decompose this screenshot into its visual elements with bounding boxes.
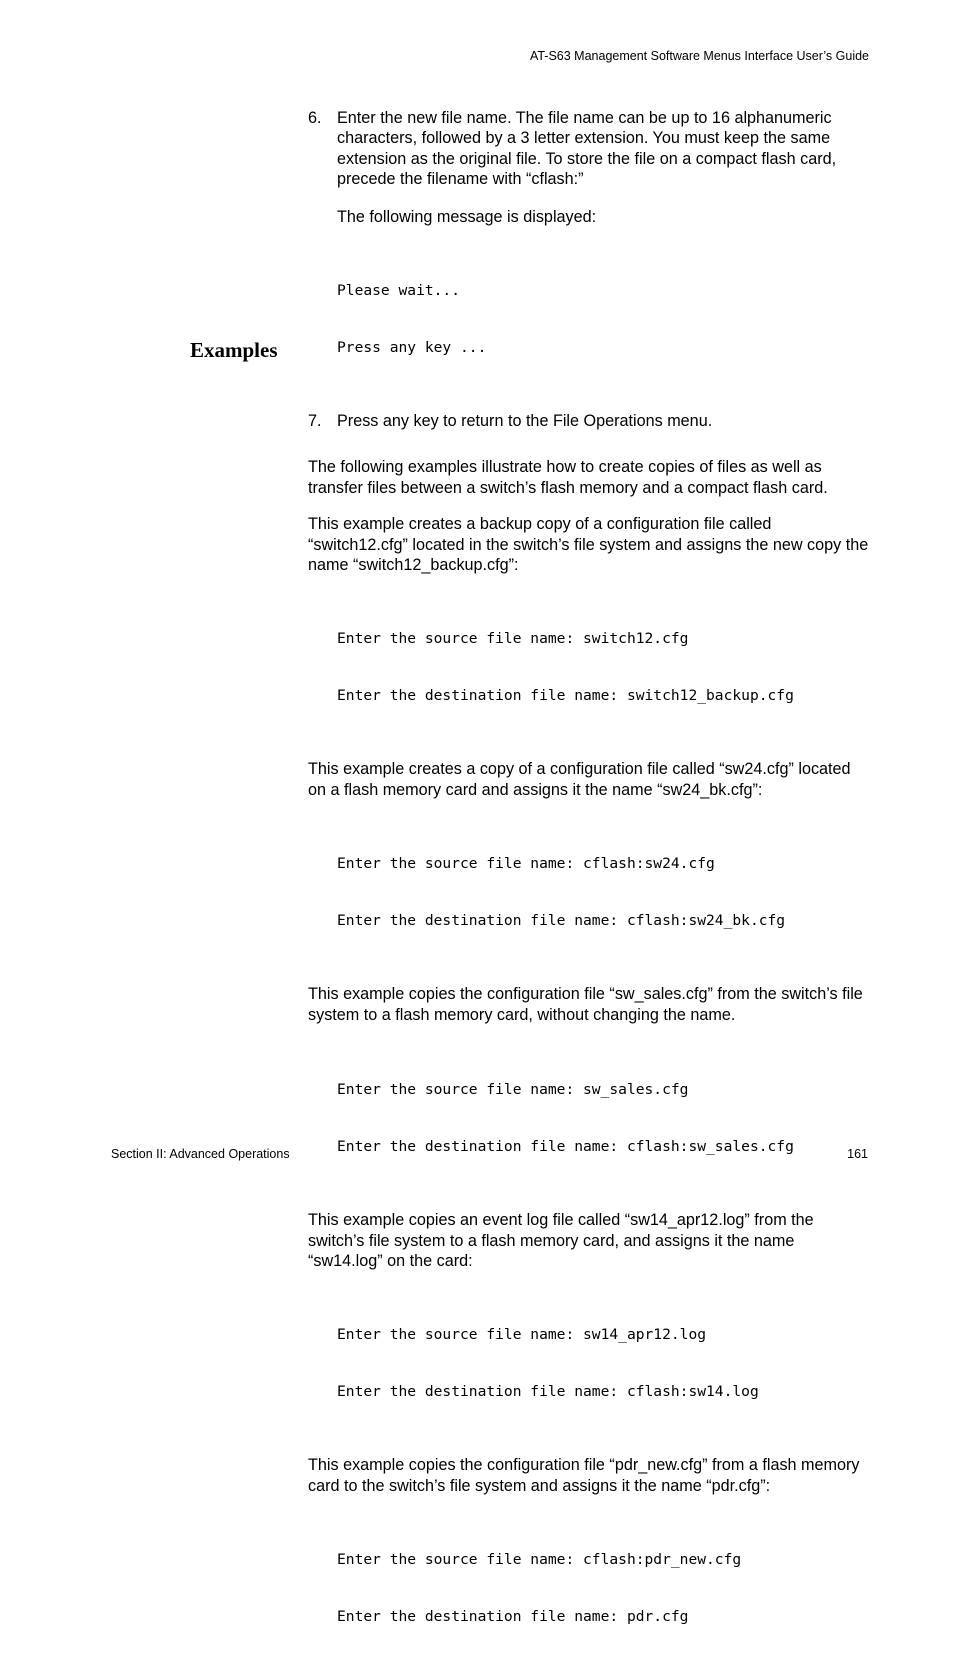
code-line: Enter the destination file name: pdr.cfg xyxy=(337,1608,689,1626)
example-description: This example copies the configuration file “pdr_new.cfg” from a flash memory card to the switch’s file system and assigns it the name “pdr.cfg”: xyxy=(308,1456,860,1495)
running-header: AT-S63 Management Software Menus Interface User’s Guide xyxy=(529,49,869,63)
example-description: This example creates a backup copy of a configuration file called “switch12.cfg” located in the switch’s file system and assigns the new copy the name “switch12_backup.cfg”: xyxy=(308,515,869,575)
code-line: Enter the source file name: sw_sales.cfg xyxy=(337,1081,689,1099)
step-number: 7. xyxy=(308,412,322,431)
code-line: Enter the source file name: cflash:sw24.cfg xyxy=(337,855,715,873)
code-line: Enter the destination file name: cflash:sw_sales.cfg xyxy=(337,1138,794,1156)
code-block xyxy=(308,816,873,968)
examples-heading: Examples xyxy=(190,338,278,362)
code-line: Enter the destination file name: cflash:sw24_bk.cfg xyxy=(337,912,786,930)
main-content xyxy=(308,108,873,1664)
page-number: 161 xyxy=(847,1147,868,1161)
step-number: 6. xyxy=(308,109,322,127)
code-block xyxy=(308,591,873,743)
code-block xyxy=(308,1287,873,1439)
message-intro: The following message is displayed: xyxy=(337,207,597,226)
examples-intro: The following examples illustrate how to create copies of files as well as transfer files between a switch’s flash memory and a compact flash card. xyxy=(308,458,828,497)
code-block xyxy=(308,1042,873,1194)
code-block xyxy=(308,1512,873,1664)
code-line: Enter the source file name: switch12.cfg xyxy=(337,630,689,648)
code-line: Enter the source file name: cflash:pdr_new.cfg xyxy=(337,1551,742,1569)
example-description: This example copies the configuration file “sw_sales.cfg” from the switch’s file system to a flash memory card, without changing the name. xyxy=(308,985,863,1024)
footer-section: Section II: Advanced Operations xyxy=(111,1147,290,1161)
step-text: Enter the new file name. The file name can be up to 16 alphanumeric characters, followed by a 3 letter extension. You must keep the same extension as the original file. To store the file on a compact flash card, precede the filename with “cflash:” xyxy=(337,109,837,189)
code-line: Enter the source file name: sw14_apr12.log xyxy=(337,1326,707,1344)
example-description: This example creates a copy of a configuration file called “sw24.cfg” located on a flash memory card and assigns it the name “sw24_bk.cfg”: xyxy=(308,760,851,799)
code-line: Press any key ... xyxy=(337,339,487,357)
step-text: Press any key to return to the File Operations menu. xyxy=(337,412,713,431)
code-line: Please wait... xyxy=(337,282,461,300)
step-6 xyxy=(308,108,873,190)
code-line: Enter the destination file name: cflash:sw14.log xyxy=(337,1383,759,1401)
code-block xyxy=(308,243,873,395)
example-description: This example copies an event log file called “sw14_apr12.log” from the switch’s file system to a flash memory card, and assigns it the name “sw14.log” on the card: xyxy=(308,1211,814,1270)
step-7 xyxy=(308,411,873,431)
code-line: Enter the destination file name: switch12_backup.cfg xyxy=(337,687,794,705)
